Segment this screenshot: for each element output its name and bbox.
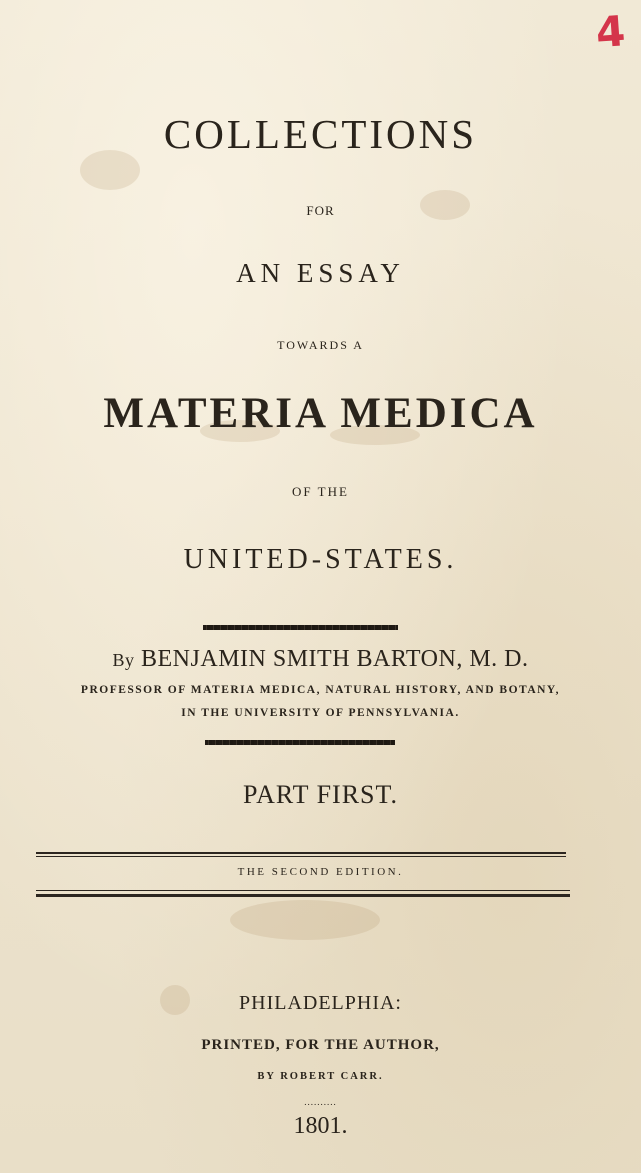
edition: THE SECOND EDITION. (237, 866, 404, 878)
title-for: FOR (306, 203, 335, 218)
imprint-printer: BY ROBERT CARR. (257, 1071, 384, 1082)
rule-bottom-thin (36, 890, 570, 891)
rule-top-thin (36, 856, 566, 857)
author-by: By (112, 650, 135, 670)
title-united-states: UNITED-STATES. (183, 544, 458, 575)
title-of-the: OF THE (292, 484, 349, 499)
rule-bottom (36, 894, 570, 897)
university-line: IN THE UNIVERSITY OF PENNSYLVANIA. (181, 707, 460, 719)
part-first: PART FIRST. (243, 780, 398, 809)
title-materia-medica: MATERIA MEDICA (103, 390, 538, 437)
professor-line: PROFESSOR OF MATERIA MEDICA, NATURAL HISTORY, AND BOTANY, (80, 684, 561, 696)
ornamental-rule (203, 625, 398, 630)
imprint-city: PHILADELPHIA: (239, 992, 402, 1014)
page-number-mark: 4 (594, 6, 627, 58)
imprint-year: 1801. (293, 1113, 348, 1139)
ornamental-rule (205, 740, 395, 745)
imprint-printed: PRINTED, FOR THE AUTHOR, (201, 1037, 440, 1053)
author-line (0, 646, 641, 673)
rule-top (36, 852, 566, 854)
title-an-essay: AN ESSAY (236, 258, 405, 288)
title-collections: COLLECTIONS (163, 111, 478, 157)
imprint-ornament: .......... (304, 1097, 337, 1107)
foxing-spot (230, 900, 380, 940)
author-name: BENJAMIN SMITH BARTON, M. D. (141, 646, 529, 672)
title-towards-a: TOWARDS A (277, 338, 364, 352)
